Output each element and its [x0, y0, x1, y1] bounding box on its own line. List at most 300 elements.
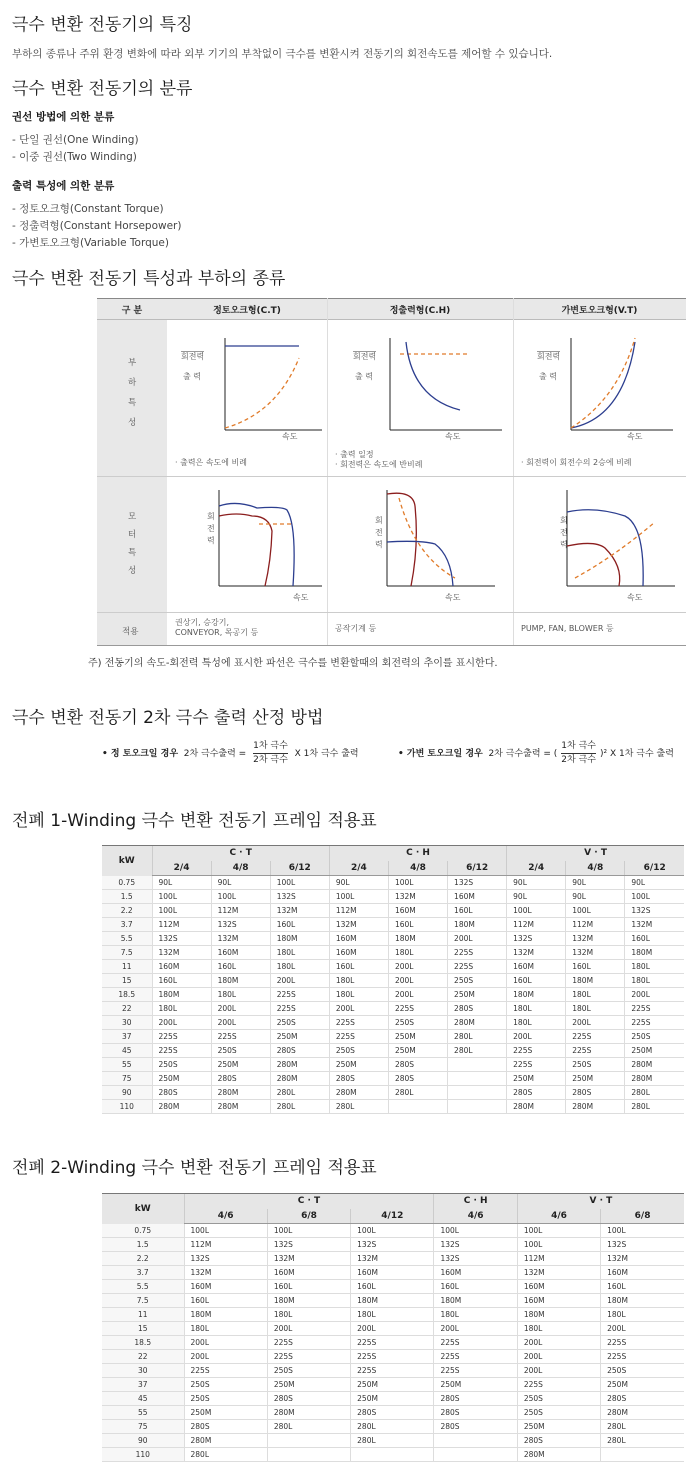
row-label-apply: 적용 — [122, 627, 139, 637]
load-note-vt: · 회전력이 회전수의 2승에 비례 — [521, 458, 632, 467]
frame-cell: 132M — [507, 946, 566, 960]
frame-cell — [601, 1448, 684, 1462]
kw-cell: 11 — [102, 960, 152, 974]
frame-cell: 280S — [566, 1086, 625, 1100]
axis-label: 력 — [560, 540, 568, 549]
frame-cell: 280S — [211, 1072, 270, 1086]
axis-label: 전 — [560, 528, 568, 537]
frame-cell: 280S — [434, 1392, 517, 1406]
frame-cell: 250M — [388, 1044, 447, 1058]
frame-cell: 160M — [329, 932, 388, 946]
frame-cell: 112M — [211, 904, 270, 918]
load-graph-ch — [342, 328, 512, 448]
frame-cell: 280L — [448, 1044, 507, 1058]
frame-cell: 225S — [329, 1030, 388, 1044]
kw-cell: 55 — [102, 1058, 152, 1072]
frame-cell: 160L — [267, 1280, 350, 1294]
frame-cell: 90L — [329, 876, 388, 890]
kw-header: kW — [102, 1194, 184, 1224]
table-row — [102, 1086, 684, 1100]
frame-cell — [388, 1100, 447, 1114]
output-list — [12, 201, 181, 252]
table-row — [102, 960, 684, 974]
frame-cell: 200L — [601, 1322, 684, 1336]
frame-cell: 280S — [434, 1406, 517, 1420]
axis-label: 속도 — [445, 593, 461, 602]
axis-label: 속도 — [282, 432, 298, 441]
frame-cell: 180L — [434, 1308, 517, 1322]
frame-cell: 160L — [566, 960, 625, 974]
table-row — [102, 904, 684, 918]
frame-cell: 280L — [351, 1434, 434, 1448]
frame-cell: 100L — [211, 890, 270, 904]
output-subtitle: 출력 특성에 의한 분류 — [12, 180, 115, 192]
frame-cell: 160M — [152, 960, 211, 974]
axis-label: 출 력 — [539, 372, 557, 381]
frame-cell: 132M — [152, 946, 211, 960]
frame-cell: 160L — [329, 960, 388, 974]
frame-cell: 180M — [267, 1294, 350, 1308]
frame-cell: 132S — [448, 876, 507, 890]
table-row — [102, 988, 684, 1002]
frame-cell: 160M — [448, 890, 507, 904]
axis-label: 출 력 — [183, 372, 201, 381]
frame-cell: 250M — [566, 1072, 625, 1086]
frame-cell: 280M — [211, 1086, 270, 1100]
frame-cell: 250S — [267, 1364, 350, 1378]
frame-cell: 250S — [211, 1044, 270, 1058]
frame-cell: 250M — [184, 1406, 267, 1420]
frame-cell: 160M — [517, 1280, 600, 1294]
frame-cell: 180M — [270, 932, 329, 946]
frame-cell: 280M — [448, 1016, 507, 1030]
frame-cell: 132M — [184, 1266, 267, 1280]
sub-header: 4/6 — [434, 1209, 517, 1224]
table-row — [102, 1392, 684, 1406]
section-title-features: 극수 변환 전동기의 특징 — [12, 15, 193, 35]
frame-cell: 132S — [434, 1252, 517, 1266]
frame-cell: 200L — [434, 1322, 517, 1336]
frame-cell: 250S — [625, 1030, 684, 1044]
frame-cell: 180L — [566, 1002, 625, 1016]
frame-cell: 200L — [329, 1002, 388, 1016]
frame-cell: 200L — [566, 1016, 625, 1030]
kw-header: kW — [102, 846, 152, 876]
frame-cell: 280M — [270, 1058, 329, 1072]
frame-cell: 160L — [434, 1280, 517, 1294]
table-row — [102, 974, 684, 988]
frame-cell — [448, 1086, 507, 1100]
kw-cell: 18.5 — [102, 988, 152, 1002]
group-header: C · T — [184, 1194, 434, 1209]
table-row — [102, 1294, 684, 1308]
frame-cell: 280M — [152, 1100, 211, 1114]
frame-cell: 280S — [601, 1392, 684, 1406]
sub-header: 6/12 — [448, 861, 507, 876]
frame-cell: 180L — [270, 946, 329, 960]
frame-cell: 200L — [507, 1030, 566, 1044]
axis-label: 력 — [375, 540, 383, 549]
frame-cell: 280S — [517, 1434, 600, 1448]
frame-cell: 100L — [625, 890, 684, 904]
frame-cell: 100L — [517, 1224, 600, 1238]
frame-cell: 132M — [267, 1252, 350, 1266]
sub-header: 6/8 — [267, 1209, 350, 1224]
frame-cell: 225S — [507, 1058, 566, 1072]
frame-cell: 100L — [351, 1224, 434, 1238]
application-ct: 권상기, 승강기, — [175, 618, 229, 627]
frame-cell: 200L — [270, 974, 329, 988]
frame-cell: 250S — [184, 1378, 267, 1392]
frame-cell: 100L — [329, 890, 388, 904]
frame-cell: 225S — [351, 1364, 434, 1378]
frame-cell: 280L — [267, 1420, 350, 1434]
section-title-output-calc: 극수 변환 전동기 2차 극수 출력 산정 방법 — [12, 708, 324, 728]
kw-cell: 110 — [102, 1448, 184, 1462]
row-label-char: 특 — [128, 398, 137, 408]
formula-lhs: 2차 극수출력 = ( — [488, 749, 558, 759]
kw-cell: 30 — [102, 1364, 184, 1378]
table-row — [102, 1072, 684, 1086]
frame-cell: 225S — [448, 946, 507, 960]
frame-cell: 250S — [388, 1016, 447, 1030]
table-row — [102, 1016, 684, 1030]
frame-cell: 132S — [601, 1238, 684, 1252]
table-row — [102, 1044, 684, 1058]
frame-cell: 200L — [211, 1002, 270, 1016]
frame-cell: 280L — [601, 1420, 684, 1434]
features-text: 부하의 종류나 주위 환경 변화에 따라 외부 기기의 부착없이 극수를 변환시켜 전동기의 회전속도를 제어할 수 있습니다. — [12, 48, 553, 60]
frame-cell: 200L — [388, 988, 447, 1002]
frame-cell: 250M — [329, 1058, 388, 1072]
kw-cell: 75 — [102, 1072, 152, 1086]
frame-cell: 132S — [434, 1238, 517, 1252]
group-header: C · H — [434, 1194, 517, 1209]
frame-cell: 225S — [566, 1044, 625, 1058]
kw-cell: 3.7 — [102, 918, 152, 932]
table-row — [102, 946, 684, 960]
frame-cell: 160L — [270, 918, 329, 932]
row-label-char: 터 — [128, 530, 137, 540]
frame-cell: 180L — [329, 988, 388, 1002]
frame-cell: 280L — [625, 1086, 684, 1100]
sub-header: 6/12 — [625, 861, 684, 876]
frame-cell: 200L — [152, 1016, 211, 1030]
frame-cell — [448, 1058, 507, 1072]
footnote: 주) 전동기의 속도-회전력 특성에 표시한 파선은 극수를 변환할때의 회전력의 추이를 표시한다. — [88, 658, 498, 669]
frame-cell: 180L — [601, 1308, 684, 1322]
frame-cell: 132M — [329, 918, 388, 932]
table-row — [102, 876, 684, 890]
frame-cell: 225S — [267, 1350, 350, 1364]
frame-cell: 200L — [184, 1336, 267, 1350]
frame-cell: 250M — [625, 1044, 684, 1058]
frame-cell: 250M — [517, 1420, 600, 1434]
frame-cell: 160L — [601, 1280, 684, 1294]
section-title-table1: 전폐 1-Winding 극수 변환 전동기 프레임 적용표 — [12, 811, 377, 831]
frame-cell: 180L — [507, 1002, 566, 1016]
divider — [97, 612, 686, 613]
frame-cell: 250M — [434, 1378, 517, 1392]
table-row — [102, 1030, 684, 1044]
frame-cell: 90L — [507, 890, 566, 904]
frame-cell: 280M — [184, 1434, 267, 1448]
formula-lhs: 2차 극수출력 = — [183, 749, 247, 759]
frame-cell: 132S — [351, 1238, 434, 1252]
formula-label: • 정 토오크일 경우 — [102, 749, 179, 759]
frame-cell: 200L — [211, 1016, 270, 1030]
frame-cell: 200L — [388, 974, 447, 988]
table-row — [102, 1336, 684, 1350]
frame-cell: 280S — [329, 1072, 388, 1086]
frame-cell: 200L — [267, 1322, 350, 1336]
frame-cell: 180L — [625, 960, 684, 974]
frame-cell: 132M — [211, 932, 270, 946]
frame-cell: 280S — [184, 1420, 267, 1434]
frame-cell: 112M — [566, 918, 625, 932]
frame-cell: 225S — [448, 960, 507, 974]
frame-cell: 280L — [270, 1086, 329, 1100]
frame-cell: 160L — [388, 918, 447, 932]
frame-cell: 280S — [434, 1420, 517, 1434]
load-note-ch: · 출력 일정 — [335, 450, 374, 459]
frame-cell: 112M — [152, 918, 211, 932]
table-row — [102, 932, 684, 946]
frame-cell: 160L — [351, 1280, 434, 1294]
frame-cell: 132S — [270, 890, 329, 904]
kw-cell: 7.5 — [102, 1294, 184, 1308]
frame-cell: 90L — [566, 876, 625, 890]
frame-cell: 200L — [517, 1364, 600, 1378]
frame-cell: 250M — [267, 1378, 350, 1392]
frame-cell: 225S — [625, 1016, 684, 1030]
kw-cell: 45 — [102, 1392, 184, 1406]
frame-cell: 250M — [507, 1072, 566, 1086]
frame-cell: 100L — [267, 1224, 350, 1238]
kw-cell: 5.5 — [102, 932, 152, 946]
frame-cell: 250M — [351, 1378, 434, 1392]
frame-cell: 200L — [448, 932, 507, 946]
frame-cell: 90L — [152, 876, 211, 890]
frame-cell: 280M — [329, 1086, 388, 1100]
frame-cell: 100L — [434, 1224, 517, 1238]
frame-cell: 100L — [152, 904, 211, 918]
frame-cell: 180M — [211, 974, 270, 988]
axis-label: 회 — [375, 516, 383, 525]
frame-cell: 225S — [566, 1030, 625, 1044]
frame-cell: 132M — [388, 890, 447, 904]
numerator: 1차 극수 — [253, 740, 288, 754]
frame-cell: 250S — [152, 1058, 211, 1072]
axis-label: 회전력 — [353, 352, 377, 361]
section-title-classification: 극수 변환 전동기의 분류 — [12, 79, 193, 99]
group-header: C · T — [152, 846, 329, 861]
numerator: 1차 극수 — [561, 740, 596, 754]
frame-cell: 100L — [601, 1224, 684, 1238]
table-row — [102, 1378, 684, 1392]
group-header: C · H — [329, 846, 506, 861]
frame-cell: 180L — [388, 946, 447, 960]
table-row — [102, 890, 684, 904]
frame-cell: 180M — [601, 1294, 684, 1308]
frame-cell: 180M — [517, 1308, 600, 1322]
divider — [97, 476, 686, 477]
frame-cell: 180M — [351, 1294, 434, 1308]
frame-cell: 225S — [152, 1044, 211, 1058]
sub-header: 4/8 — [388, 861, 447, 876]
frame-cell: 280L — [601, 1434, 684, 1448]
kw-cell: 90 — [102, 1434, 184, 1448]
axis-label: 속도 — [627, 593, 643, 602]
table-row — [102, 1364, 684, 1378]
section-title-table2: 전폐 2-Winding 극수 변환 전동기 프레임 적용표 — [12, 1158, 377, 1178]
table-row — [102, 1100, 684, 1114]
frame-cell: 160M — [329, 946, 388, 960]
frame-cell: 100L — [184, 1224, 267, 1238]
application-vt: PUMP, FAN, BLOWER 등 — [521, 624, 614, 633]
section-title-characteristics: 극수 변환 전동기 특성과 부하의 종류 — [12, 269, 286, 289]
table-row — [102, 1420, 684, 1434]
frame-cell: 280M — [566, 1100, 625, 1114]
frame-cell: 112M — [517, 1252, 600, 1266]
table-row — [102, 1238, 684, 1252]
frame-cell: 225S — [517, 1378, 600, 1392]
frame-cell: 225S — [152, 1030, 211, 1044]
table-row — [102, 1252, 684, 1266]
frame-cell: 225S — [351, 1350, 434, 1364]
frame-cell: 132S — [152, 932, 211, 946]
frame-cell: 280M — [625, 1072, 684, 1086]
group-header: V · T — [507, 846, 684, 861]
frame-cell: 250S — [329, 1044, 388, 1058]
frame-cell: 250S — [270, 1016, 329, 1030]
winding-list — [12, 132, 139, 166]
frame-cell: 180L — [507, 1016, 566, 1030]
frame-cell: 90L — [566, 890, 625, 904]
frame-cell — [434, 1448, 517, 1462]
frame-cell: 100L — [507, 904, 566, 918]
sub-header: 2/4 — [152, 861, 211, 876]
frame-cell: 132M — [566, 946, 625, 960]
frame-cell: 180L — [211, 988, 270, 1002]
axis-label: 전 — [207, 524, 215, 533]
divider — [513, 298, 514, 646]
frame-cell: 280M — [267, 1406, 350, 1420]
frame-cell: 200L — [517, 1350, 600, 1364]
denominator: 2차 극수 — [253, 755, 288, 765]
frame-cell: 280S — [388, 1058, 447, 1072]
table-row — [102, 1280, 684, 1294]
axis-label: 속도 — [445, 432, 461, 441]
sub-header: 6/12 — [270, 861, 329, 876]
row-label-char: 하 — [128, 378, 137, 388]
kw-cell: 22 — [102, 1350, 184, 1364]
table-row — [102, 1406, 684, 1420]
frame-cell: 180L — [566, 988, 625, 1002]
frame-cell: 180M — [152, 988, 211, 1002]
frame-cell — [448, 1072, 507, 1086]
frame-cell: 280S — [388, 1072, 447, 1086]
frame-cell: 160L — [507, 974, 566, 988]
formula-constant-torque — [102, 740, 359, 767]
frame-cell: 160L — [625, 932, 684, 946]
load-note-ct: · 출력은 속도에 비례 — [175, 458, 247, 467]
frame-cell: 160M — [517, 1294, 600, 1308]
frame-cell: 280M — [517, 1448, 600, 1462]
frame-cell: 280M — [625, 1058, 684, 1072]
frame-cell: 250S — [184, 1392, 267, 1406]
list-item: - 가변토오크형(Variable Torque) — [12, 237, 169, 249]
frame-cell: 160L — [152, 974, 211, 988]
frame-cell: 225S — [625, 1002, 684, 1016]
frame-cell: 132S — [625, 904, 684, 918]
frame-cell: 90L — [625, 876, 684, 890]
frame-cell: 160L — [184, 1294, 267, 1308]
frame-cell: 132M — [566, 932, 625, 946]
frame-cell: 180M — [388, 932, 447, 946]
frame-cell: 132S — [507, 932, 566, 946]
kw-cell: 5.5 — [102, 1280, 184, 1294]
motor-graph-ct — [197, 486, 327, 606]
axis-label: 전 — [375, 528, 383, 537]
frame-cell: 225S — [270, 1002, 329, 1016]
frame-cell: 100L — [388, 876, 447, 890]
frame-cell: 132M — [625, 918, 684, 932]
sub-header: 6/8 — [601, 1209, 684, 1224]
kw-cell: 3.7 — [102, 1266, 184, 1280]
frame-cell: 250S — [517, 1392, 600, 1406]
list-item: - 정출력형(Constant Horsepower) — [12, 220, 182, 232]
frame-cell: 280M — [601, 1406, 684, 1420]
frame-cell: 280M — [270, 1072, 329, 1086]
kw-cell: 45 — [102, 1044, 152, 1058]
frame-cell: 280S — [448, 1002, 507, 1016]
frame-cell: 180M — [448, 918, 507, 932]
frame-cell: 280S — [267, 1392, 350, 1406]
frame-cell: 250S — [448, 974, 507, 988]
sub-header: 4/6 — [517, 1209, 600, 1224]
frame-cell: 225S — [434, 1350, 517, 1364]
table-row — [102, 1058, 684, 1072]
frame-cell: 280S — [351, 1406, 434, 1420]
frame-cell: 112M — [507, 918, 566, 932]
fraction — [253, 740, 288, 767]
kw-cell: 90 — [102, 1086, 152, 1100]
frame-cell: 100L — [152, 890, 211, 904]
frame-cell: 280M — [211, 1100, 270, 1114]
row-label-char: 특 — [128, 548, 137, 558]
frame-cell: 160M — [601, 1266, 684, 1280]
frame-cell: 250M — [351, 1392, 434, 1406]
frame-cell: 132M — [517, 1266, 600, 1280]
frame-cell: 180L — [517, 1322, 600, 1336]
frame-cell: 200L — [388, 960, 447, 974]
header-vt: 가변토오크형(V.T) — [561, 306, 638, 316]
frame-cell: 200L — [517, 1336, 600, 1350]
kw-cell: 15 — [102, 1322, 184, 1336]
kw-cell: 0.75 — [102, 876, 152, 890]
frame-cell: 225S — [434, 1336, 517, 1350]
frame-cell: 180L — [270, 960, 329, 974]
frame-cell: 225S — [267, 1336, 350, 1350]
frame-cell: 132M — [351, 1252, 434, 1266]
frame-cell: 180L — [267, 1308, 350, 1322]
divider — [97, 645, 686, 646]
frame-table-1winding — [102, 845, 684, 1114]
frame-cell: 100L — [517, 1238, 600, 1252]
kw-cell: 75 — [102, 1420, 184, 1434]
frame-cell: 280S — [152, 1086, 211, 1100]
